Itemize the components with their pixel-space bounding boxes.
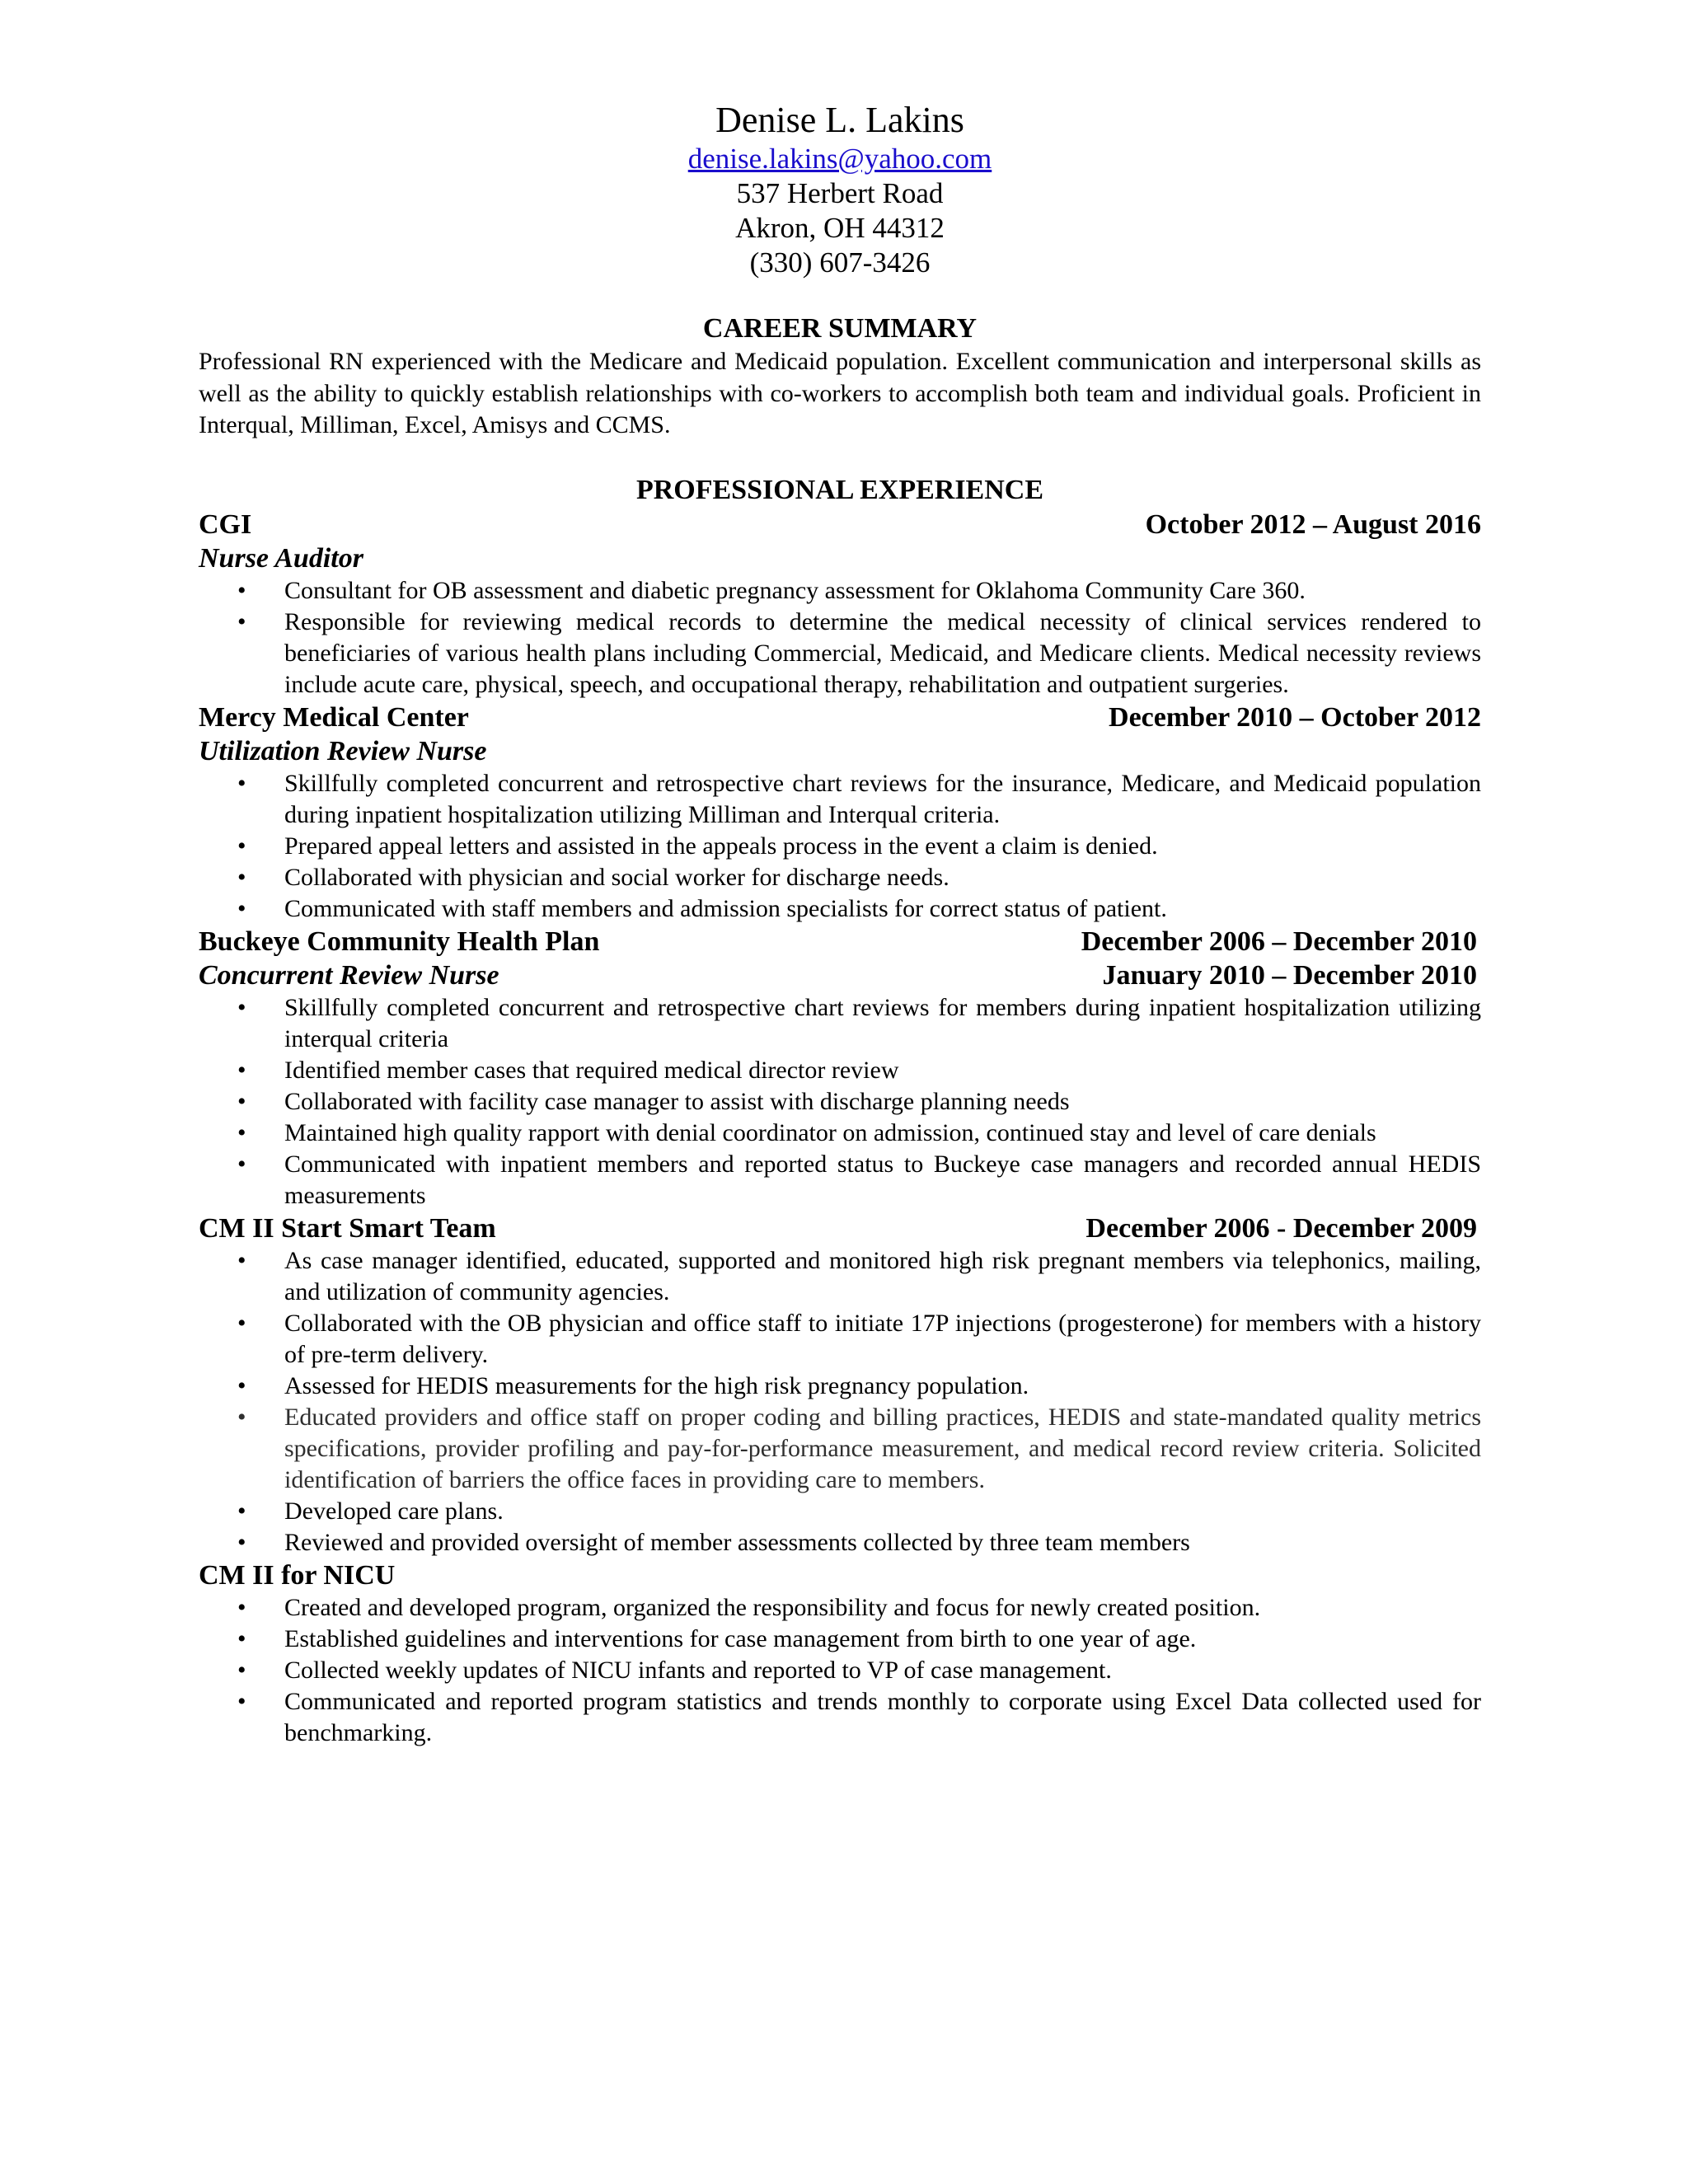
list-item: • Consultant for OB assessment and diabetic pregnancy assessment for Oklahoma Community Care 360.: [284, 575, 1481, 607]
employment-dates: December 2006 – December 2010: [1081, 926, 1477, 957]
address-line-1: 537 Herbert Road: [736, 177, 944, 209]
employer-name: CGI: [199, 509, 252, 540]
list-item: • Collaborated with physician and social worker for discharge needs.: [284, 862, 1481, 893]
resume-header: [199, 99, 1481, 280]
job-bullets: [199, 1592, 1481, 1749]
resume-page: [199, 99, 1481, 1749]
list-item: • Developed care plans.: [284, 1496, 1481, 1527]
job-bullets: [199, 575, 1481, 701]
job-role: Utilization Review Nurse: [199, 735, 487, 766]
phone-number: (330) 607-3426: [749, 246, 931, 279]
list-item: • Educated providers and office staff on proper coding and billing practices, HEDIS and state-mandated quality metrics specifications, provider profiling and pay-for-performance measurement, and medical record review criteria. Solicited identification of barriers the office faces in providing care to members.: [284, 1402, 1481, 1496]
employer-name: Mercy Medical Center: [199, 701, 469, 733]
list-item: • Maintained high quality rapport with denial coordinator on admission, continued stay and level of care denials: [284, 1118, 1481, 1149]
job-buckeye: [199, 925, 1481, 1212]
list-item: • As case manager identified, educated, supported and monitored high risk pregnant members via telephonics, mailing, and utilization of community agencies.: [284, 1245, 1481, 1308]
list-item: • Created and developed program, organized the responsibility and focus for newly created position.: [284, 1592, 1481, 1624]
list-item: • Collaborated with facility case manager to assist with discharge planning needs: [284, 1086, 1481, 1118]
job-mercy: [199, 701, 1481, 925]
role-dates: January 2010 – December 2010: [1102, 959, 1477, 991]
list-item: • Responsible for reviewing medical records to determine the medical necessity of clinical services rendered to beneficiaries of various health plans including Commercial, Medicaid, and Medicare clients. Medical necessity reviews include acute care, physical, speech, and occupational therapy, rehabilitation and outpatient surgeries.: [284, 607, 1481, 701]
candidate-name: Denise L. Lakins: [715, 100, 964, 140]
list-item: • Assessed for HEDIS measurements for the high risk pregnancy population.: [284, 1371, 1481, 1402]
list-item: • Reviewed and provided oversight of member assessments collected by three team members: [284, 1527, 1481, 1558]
employer-name: Buckeye Community Health Plan: [199, 926, 600, 957]
job-nicu: [199, 1558, 1481, 1749]
list-item: • Skillfully completed concurrent and retrospective chart reviews for members during inpatient hospitalization utilizing interqual criteria: [284, 992, 1481, 1055]
job-start-smart: [199, 1212, 1481, 1558]
list-item: • Communicated with staff members and admission specialists for correct status of patient.: [284, 893, 1481, 925]
list-item: • Skillfully completed concurrent and retrospective chart reviews for the insurance, Medicare, and Medicaid population during inpatient hospitalization utilizing Milliman and Interqual criteria.: [284, 768, 1481, 831]
employment-dates: October 2012 – August 2016: [1145, 509, 1481, 540]
list-item: • Communicated and reported program statistics and trends monthly to corporate using Excel Data collected used for benchmarking.: [284, 1686, 1481, 1749]
job-bullets: [199, 1245, 1481, 1558]
list-item: • Communicated with inpatient members and reported status to Buckeye case managers and recorded annual HEDIS measurements: [284, 1149, 1481, 1212]
email-link[interactable]: denise.lakins@yahoo.com: [687, 143, 992, 175]
employer-name: CM II Start Smart Team: [199, 1212, 496, 1244]
job-bullets: [199, 992, 1481, 1212]
career-summary-text: Professional RN experienced with the Medicare and Medicaid population. Excellent communication and interpersonal skills as well as the ability to quickly establish relationships with co-workers to accomplish both team and individual goals. Proficient in Interqual, Milliman, Excel, Amisys and CCMS.: [199, 348, 1481, 438]
list-item: • Identified member cases that required medical director review: [284, 1055, 1481, 1086]
employer-name: CM II for NICU: [199, 1559, 396, 1591]
job-cgi: [199, 508, 1481, 701]
professional-experience-heading: PROFESSIONAL EXPERIENCE: [635, 474, 1044, 505]
job-bullets: [199, 768, 1481, 925]
job-role: Concurrent Review Nurse: [199, 959, 499, 991]
list-item: • Established guidelines and interventions for case management from birth to one year of age.: [284, 1624, 1481, 1655]
list-item: • Prepared appeal letters and assisted in the appeals process in the event a claim is denied.: [284, 831, 1481, 862]
address-line-2: Akron, OH 44312: [735, 212, 945, 244]
employment-dates: December 2006 - December 2009: [1085, 1212, 1477, 1244]
list-item: • Collected weekly updates of NICU infants and reported to VP of case management.: [284, 1655, 1481, 1686]
job-role: Nurse Auditor: [199, 542, 363, 574]
list-item: • Collaborated with the OB physician and office staff to initiate 17P injections (progesterone) for members with a history of pre-term delivery.: [284, 1308, 1481, 1371]
career-summary-heading: CAREER SUMMARY: [702, 313, 978, 344]
employment-dates: December 2010 – October 2012: [1109, 701, 1481, 733]
